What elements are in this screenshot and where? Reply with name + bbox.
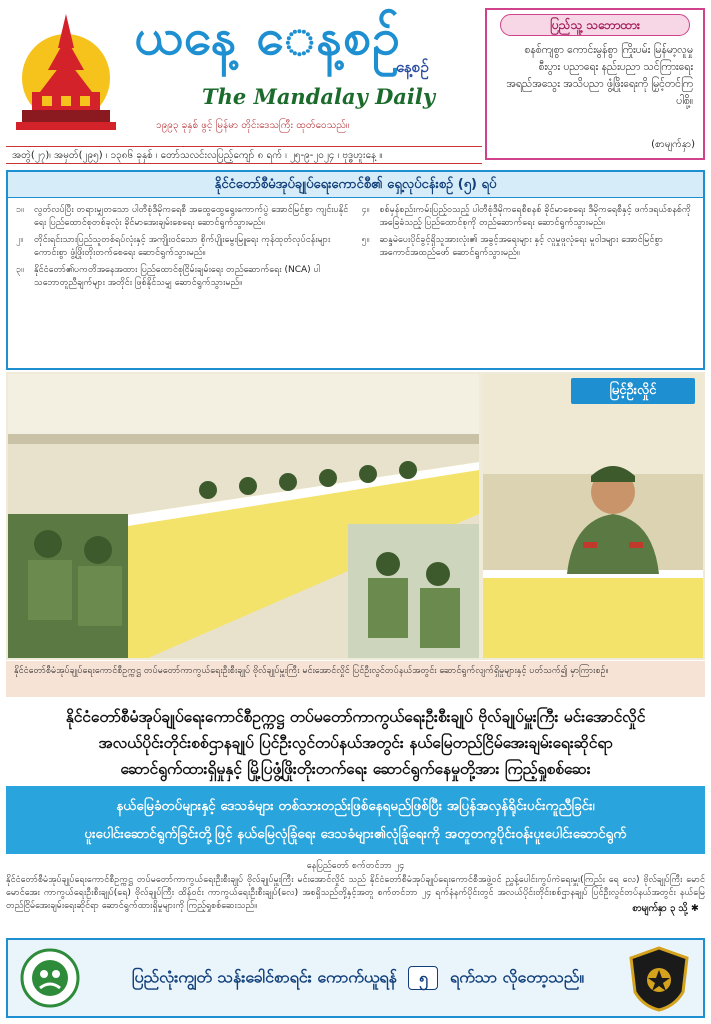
objective-item xyxy=(362,234,696,260)
banner-text xyxy=(108,966,608,991)
masthead-title: ယနေ့ ေန့စဉ် xyxy=(134,8,401,66)
photo-caption: နိုင်ငံတော်စီမံအုပ်ချုပ်ရေးကောင်စီဥက္ကဋ္ဌ တပ်မတော်ကာကွယ်ရေးဦးစီးချုပ် ဗိုလ်ချုပ်မှူးကြီး မင်းအောင်လှိုင် ပြင်ဦးလွင်တပ်နယ်အတွင်း ဆောင်ရွက်လျက်ရှိမှုများနှင့် ပတ်သက်၍ မှာကြားစဉ်။ xyxy=(6,661,705,697)
slogan-heading: ပြည်သူ့ သဘောထား xyxy=(500,14,690,36)
objective-item xyxy=(362,204,696,230)
objective-text: ဆန္ဒမဲပေးပိုင်ခွင့်ရှိသူအားလုံး၏ အခွင့်အရေးများ နှင့် လူမှုဖူလုံရေး မူဝါဒများ အောင်မြင်စွာ အကောင်အထည်ဖော် ဆောင်ရွက်သွားမည်။ xyxy=(379,235,664,258)
photo-strip xyxy=(6,372,705,660)
banner-text-before: ပြည်လုံးကျွတ် သန်းခေါင်စာရင်း ကောက်ယူရန် xyxy=(131,967,397,987)
continued-reference: စာမျက်နှာ ၃ သို့ ✱ xyxy=(632,903,699,914)
immigration-emblem-icon xyxy=(627,946,691,1012)
days-remaining-count: ၅ xyxy=(408,966,438,990)
pagoda-logo-icon xyxy=(12,8,120,136)
slogan-box xyxy=(485,8,705,160)
objective-text: တိုင်းရင်းသားပြည်သူတစ်ရပ်လုံးနှင့် အကျိုးဝင်သော စိုက်ပျိုးမွေးမြူရေး ကုန်ထုတ်လုပ်ငန်းများ ကောင်းစွာ ဖွံ့ဖြိုးတိုးတက်စေရေး ဆောင်ရွက်သွားမည်။ xyxy=(34,235,331,258)
objectives-title: နိုင်ငံတော်စီမံအုပ်ချုပ်ရေးကောင်စီ၏ ရှေ့လုပ်ငန်းစဉ် (၅) ရပ် xyxy=(8,172,703,198)
objective-number: ၅။ xyxy=(361,235,370,245)
main-headline xyxy=(6,704,705,782)
objective-text: လွတ်လပ်ပြီး တရားမျှတသော ပါတီစုံဒီမိုကရေစီ အထွေထွေရွေးကောက်ပွဲ အောင်မြင်စွာ ကျင်းပနိုင်ရေး ပြည်ထောင်စုတစ်ခုလုံး ခိုင်မာအေးချမ်းစေရေး ဆောင်ရွက်သွားမည်။ xyxy=(34,205,349,228)
objective-text: စစ်မှန်စည်းကမ်းပြည့်ဝသည့် ပါတီစုံဒီမိုကရေစီစနစ် ခိုင်မာစေရေး ဒီမိုကရေစီနှင့် ဖက်ဒရယ်စနစ်ကို အခြေခံသည့် ပြည်ထောင်စုကို တည်ဆောက်ရေး ဆောင်ရွက်သွားမည်။ xyxy=(379,205,691,228)
headline-line: အလယ်ပိုင်းတိုင်းစစ်ဌာနချုပ် ပြင်ဦးလွင်တပ်နယ်အတွင်း နယ်မြေတည်ငြိမ်အေးချမ်းရေးဆိုင်ရာ xyxy=(98,734,613,752)
headline-line: နိုင်ငံတော်စီမံအုပ်ချုပ်ရေးကောင်စီဥက္ကဋ္ဌ တပ်မတော်ကာကွယ်ရေးဦးစီးချုပ် ဗိုလ်ချုပ်မှူးကြီး မင်းအောင်လှိုင် xyxy=(65,708,646,726)
objectives-box xyxy=(6,170,705,370)
masthead-title-english: The Mandalay Daily xyxy=(202,84,436,109)
subheadline-line: နယ်မြေခံတပ်များနှင့် ဒေသခံများ တစ်သားတည်းဖြစ်နေရမည်ဖြစ်ပြီး အပြန်အလှန်ရိုင်းပင်းကူညီခြင်း၊ xyxy=(116,798,595,814)
objective-number: ၂။ xyxy=(16,235,24,245)
subheadline-line: ပူးပေါင်းဆောင်ရွက်ခြင်းတို့ဖြင့် နယ်မြေလုံခြုံရေး ဒေသခံများ၏လုံခြုံရေးကို အတူတကွပိုင်းဝန်းပူးပေါင်းဆောင်ရွက် xyxy=(84,826,627,842)
masthead-subtitle: နေ့စဉ် xyxy=(396,58,429,76)
article-dateline: နေပြည်တော် စက်တင်ဘာ ၂၄ xyxy=(306,861,405,871)
objective-item xyxy=(16,204,350,230)
objective-text: နိုင်ငံတော်၏ပကတိအနေအထား ပြည်ထောင်စုငြိမ်းချမ်းရေး တည်ဆောက်ရေး (NCA) ပါ သဘောတူညီချက်များ အတိုင်း ဖြစ်နိုင်သမျှ ဆောင်ရွက်သွားမည်။ xyxy=(34,265,321,288)
headline-line: ဆောင်ရွက်ထားရှိမှုနှင့် မြို့ပြဖွံ့ဖြိုးတိုးတက်ရေး ဆောင်ရွက်နေမှုတို့အား ကြည့်ရှုစစ်ဆေး xyxy=(120,760,591,778)
census-logo-icon xyxy=(20,948,80,1008)
slogan-text: စနစ်ကျစွာ ကောင်းမွန်စွာ ကြိုးပမ်း မြန်မာ့လူမှု စီးပွား ပညာရေး နည်းပညာ သင်ကြားရေး အရည်အသွေး အသိပညာ ဖွံ့ဖြိုးရေးကို မြှင့်တင်ကြပါစို့။ xyxy=(506,44,693,107)
masthead-established: ၁၉၉၃ ခုနှစ် ဖွင့် မြန်မာ တိုင်းဒေသကြီး ထုတ်ဝေသည်။ xyxy=(156,120,350,131)
objective-item xyxy=(16,234,350,260)
objectives-column-right xyxy=(362,204,696,294)
census-banner xyxy=(6,938,705,1018)
subheadline-box xyxy=(6,786,705,854)
objective-number: ၃။ xyxy=(16,265,24,275)
masthead xyxy=(6,6,476,142)
slogan-reference: (စာမျက်နှာ) xyxy=(651,139,695,150)
commander-photo xyxy=(483,374,703,658)
meeting-room-photo xyxy=(8,374,479,658)
banner-text-after: ရက်သာ လိုတော့သည်။ xyxy=(450,967,585,987)
article-body: နိုင်ငံတော်စီမံအုပ်ချုပ်ရေးကောင်စီဥက္ကဋ္ဌ တပ်မတော်ကာကွယ်ရေးဦးစီးချုပ် ဗိုလ်ချုပ်မှူးကြီး မင်းအောင်လှိုင် သည် နိုင်ငံတော်စီမံအုပ်ချုပ်ရေးကောင်စီအဖွဲ့ဝင် ညွှန့်ပေါင်းကွပ်ကဲရေးမှူး(ကြည်း ရေ လေ) ဗိုလ်ချုပ်ကြီး မောင်မောင်အေး ကာကွယ်ရေးဦးစီးချုပ်(ရေ) ဗိုလ်ချုပ်ကြီး ထိန်ဝင်း ကာကွယ်ရေးဦးစီးချုပ်(လေ) အစရှိသည်တို့နှင့်အတူ စက်တင်ဘာ ၂၄ ရက်နံနက်ပိုင်းတွင် အလယ်ပိုင်းတိုင်းစစ်ဌာနချုပ် ပြင်ဦးလွင်တပ်နယ်အတွင်း နယ်မြေတည်ငြိမ်အေးချမ်းရေးဆိုင်ရာ ဆောင်ရွက်ထားရှိမှုများကို ကြည့်ရှုစစ်ဆေးသည်။ xyxy=(6,875,705,911)
objective-number: ၁။ xyxy=(16,205,24,215)
objectives-column-left xyxy=(16,204,350,294)
issue-info: အတွဲ(၂၇)၊ အမှတ်(၂၉၅) ၊ ၁၃၈၆ ခုနှစ် ၊ တော်သလင်းလပြည့်ကျော် ၈ ရက် ၊ ၂၅-၉-၂၀၂၄ ၊ ဗုဒ္ဓဟူးနေ့ ။ xyxy=(6,146,482,164)
nameplate-label: မြင့်ဦးလှိုင် xyxy=(571,378,695,404)
objective-number: ၄။ xyxy=(361,205,370,215)
objective-item xyxy=(16,264,350,290)
